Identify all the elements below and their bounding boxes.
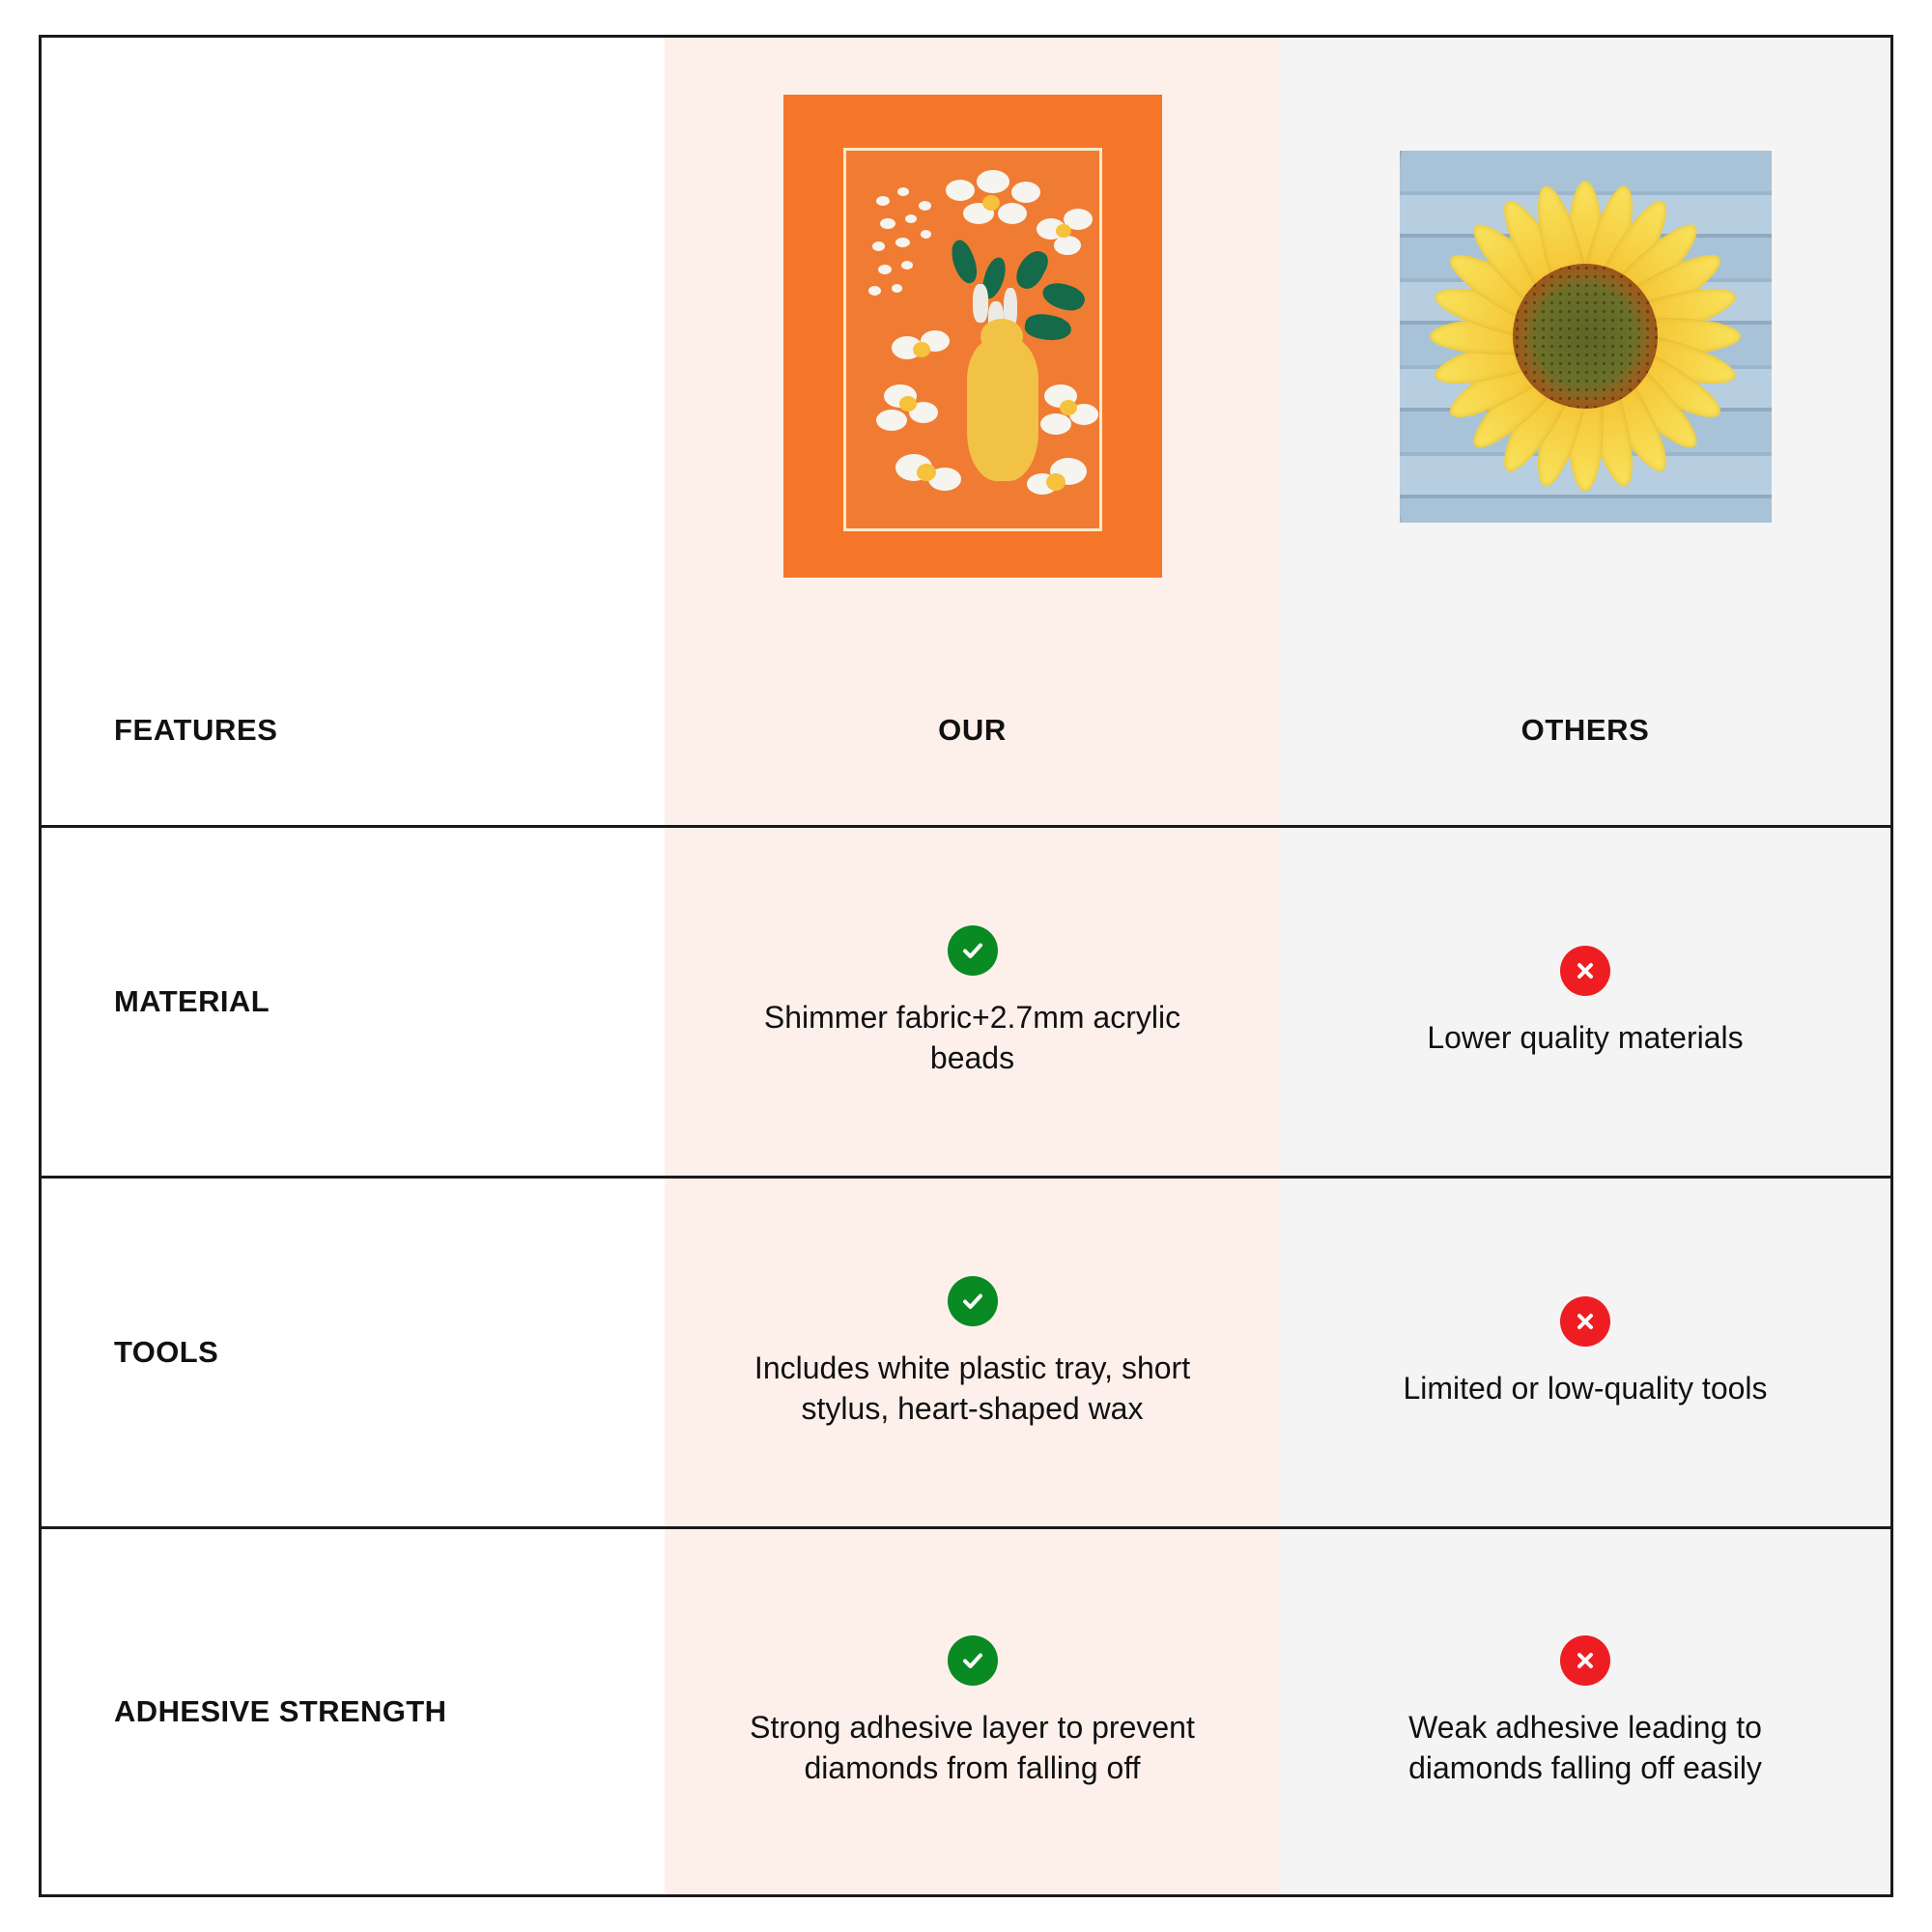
table-row [42, 828, 1890, 1179]
our-value-cell [665, 828, 1280, 1176]
our-value-cell [665, 1179, 1280, 1526]
others-product-image-cell [1280, 38, 1890, 635]
feature-title: MATERIAL [114, 983, 270, 1018]
our-product-image [783, 95, 1162, 578]
sunflower-center [1513, 264, 1658, 409]
others-heading: OTHERS [1520, 712, 1650, 747]
others-value-cell [1280, 1529, 1890, 1894]
our-value-text: Includes white plastic tray, short stylus, heart-shaped wax [753, 1350, 1191, 1426]
our-value-cell [665, 1529, 1280, 1894]
comparison-table [39, 35, 1893, 1897]
cross-circle-icon [1560, 1296, 1610, 1347]
hero-row [42, 38, 1890, 635]
check-circle-icon [948, 1635, 998, 1686]
feature-label-cell [42, 1179, 665, 1526]
features-heading: FEATURES [114, 712, 278, 747]
features-heading-cell [42, 635, 665, 825]
others-heading-cell [1280, 635, 1890, 825]
our-value-text: Shimmer fabric+2.7mm acrylic beads [763, 999, 1181, 1075]
others-value-text: Lower quality materials [1427, 1019, 1744, 1055]
cross-circle-icon [1560, 1635, 1610, 1686]
hero-empty-cell [42, 38, 665, 635]
check-circle-icon [948, 925, 998, 976]
others-product-image [1400, 151, 1772, 523]
table-row [42, 1529, 1890, 1894]
our-heading: OUR [938, 712, 1007, 747]
table-row [42, 1179, 1890, 1529]
feature-label-cell [42, 1529, 665, 1894]
cross-circle-icon [1560, 946, 1610, 996]
our-heading-cell [665, 635, 1280, 825]
feature-title: ADHESIVE STRENGTH [114, 1693, 447, 1728]
others-value-cell [1280, 1179, 1890, 1526]
others-value-text: Limited or low-quality tools [1403, 1370, 1768, 1406]
our-product-image-cell [665, 38, 1280, 635]
others-value-cell [1280, 828, 1890, 1176]
feature-label-cell [42, 828, 665, 1176]
others-value-text: Weak adhesive leading to diamonds falling off easily [1408, 1709, 1762, 1785]
our-value-text: Strong adhesive layer to prevent diamonds from falling off [750, 1709, 1195, 1785]
check-circle-icon [948, 1276, 998, 1326]
column-heading-row [42, 635, 1890, 828]
feature-title: TOOLS [114, 1334, 219, 1369]
